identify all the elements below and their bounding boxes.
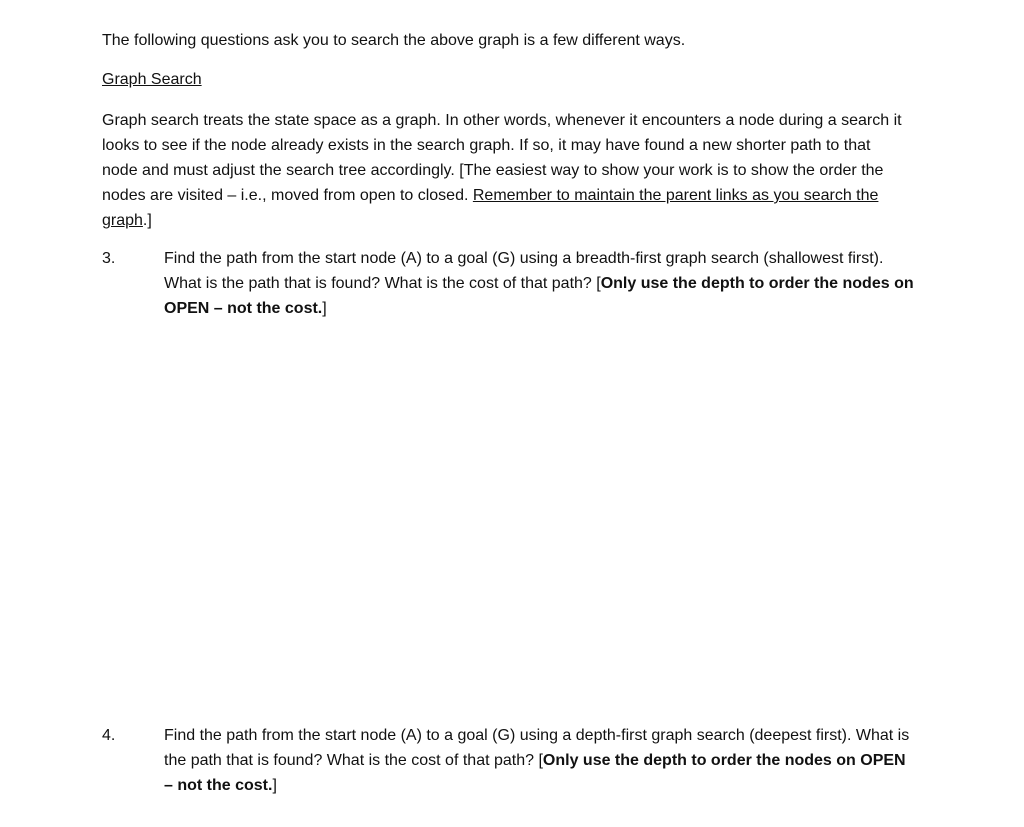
section-heading: Graph Search <box>102 71 202 88</box>
description-paragraph <box>102 108 902 233</box>
question-body <box>164 246 914 321</box>
paragraph-text: Graph search treats the state space as a graph. In other words, whenever it encounters a node during a search it looks to see if the node already exists in the search graph. If so, it may have found a new shorter path to that node and must adjust the search tree accordingly. [The easiest way to show your work is to show the order the nodes are visited – i.e., moved from open to closed. <box>102 112 902 204</box>
question-number: 3. <box>102 250 116 267</box>
paragraph-tail: .] <box>142 212 152 229</box>
question-text: Find the path from the start node (A) to a goal (G) using a breadth-first graph search (shallowest first). What is the path that is found? What is the cost of that path? [ <box>164 250 884 292</box>
question-text: Find the path from the start node (A) to a goal (G) using a depth-first graph search (deepest first). What is the path that is found? What is the cost of that path? [ <box>164 727 910 769</box>
paragraph-underlined-note: Remember to maintain the parent links as you search the graph <box>102 187 879 229</box>
intro-text: The following questions ask you to search the above graph is a few different ways. <box>102 32 686 49</box>
question-tail: ] <box>322 300 327 317</box>
question-bold-note: Only use the depth to order the nodes on OPEN – not the cost. <box>164 275 914 317</box>
question-bold-note: Only use the depth to order the nodes on OPEN – not the cost. <box>164 752 906 794</box>
question-body <box>164 723 914 798</box>
question-tail: ] <box>272 777 277 794</box>
question-number: 4. <box>102 727 116 744</box>
